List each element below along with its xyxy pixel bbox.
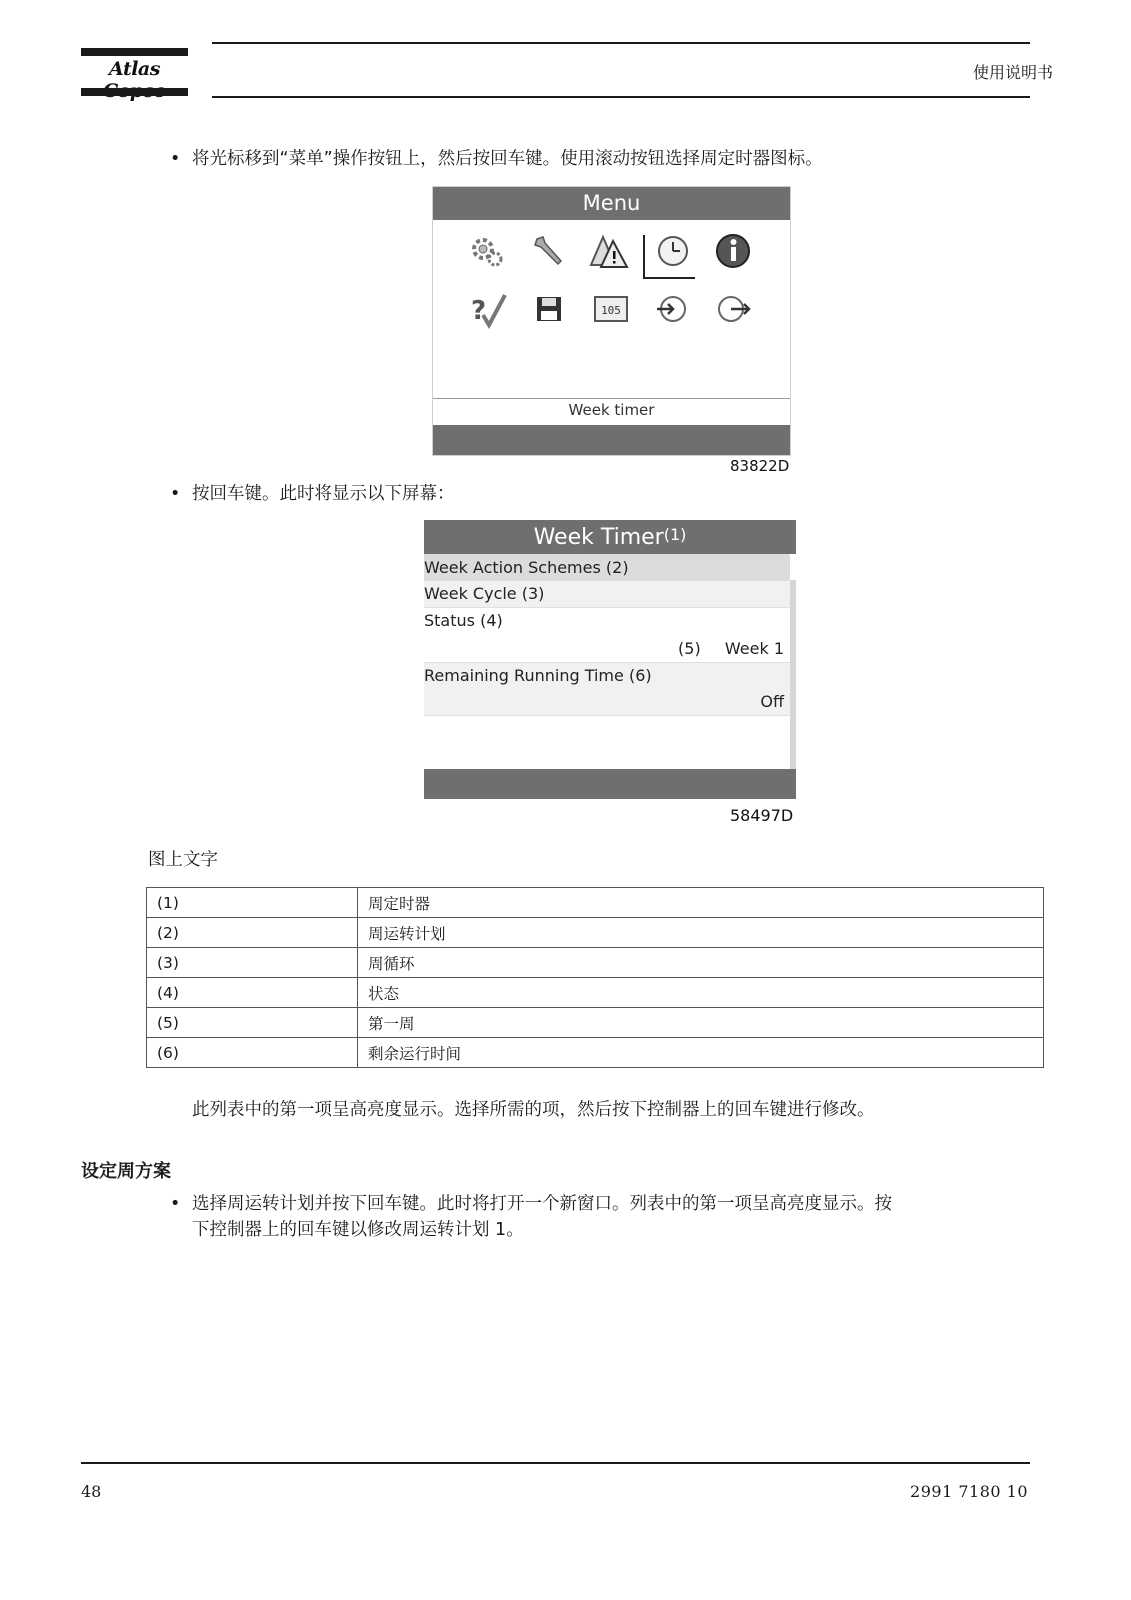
legend-text: 周循环: [358, 948, 1044, 978]
legend-table: [146, 887, 1044, 1068]
list-item-ref: (4): [480, 611, 503, 630]
bullet-item: [170, 1192, 892, 1217]
legend-key: (6): [147, 1038, 358, 1068]
menu-screen: [432, 186, 791, 456]
legend-text: 周定时器: [358, 888, 1044, 918]
list-item-remaining-running-time[interactable]: [424, 663, 790, 716]
list-item-ref: (2): [605, 558, 629, 577]
list-item-label: Status: [424, 611, 475, 630]
menu-selected-label: Week timer: [568, 401, 655, 419]
status-value: Week 1: [724, 639, 784, 658]
scrollbar[interactable]: [790, 580, 796, 770]
document-title: 使用说明书: [972, 63, 1053, 82]
svg-text:?: ?: [471, 296, 487, 326]
status-ref: (5): [678, 639, 701, 658]
remaining-time-value: Off: [760, 692, 784, 711]
wrench-icon: [529, 231, 569, 271]
list-item-ref: (6): [628, 666, 652, 685]
list-item-label: Week Cycle: [424, 584, 517, 603]
list-item-week-cycle[interactable]: [424, 581, 790, 608]
check-icon: [467, 289, 507, 329]
bullet-text: 选择周运转计划并按下回车键。此时将打开一个新窗口。列表中的第一项呈高亮度显示。按: [192, 1194, 892, 1214]
bullet-dot: •: [170, 149, 181, 169]
page-number: 48: [81, 1482, 102, 1501]
table-row: [147, 978, 1044, 1008]
header-rule-top: [212, 42, 1030, 44]
logo: Atlas: [109, 58, 160, 80]
table-row: [147, 888, 1044, 918]
bullet-dot: •: [170, 1194, 181, 1214]
table-row: [147, 948, 1044, 978]
legend-title: 图上文字: [148, 850, 218, 870]
title-ref: (1): [663, 525, 687, 544]
bullet-text-continuation: 下控制器上的回车键以修改周运转计划 1。: [192, 1220, 524, 1240]
selection-cursor: [643, 235, 695, 279]
save-icon: [529, 289, 569, 329]
table-row: [147, 918, 1044, 948]
bullet-text: 按回车键。此时将显示以下屏幕：: [192, 484, 455, 504]
figure-code: 83822D: [730, 457, 790, 475]
section-title: 设定周方案: [81, 1161, 171, 1182]
menu-footer-bar: [433, 425, 790, 455]
list-item-label: Remaining Running Time: [424, 666, 624, 685]
menu-title: Menu: [433, 187, 790, 220]
logout-icon: [713, 289, 753, 329]
svg-text:105: 105: [601, 304, 621, 317]
table-row: [147, 1008, 1044, 1038]
table-row: [147, 1038, 1044, 1068]
logo-bar-top: [81, 48, 188, 56]
bullet-item: [170, 147, 823, 172]
legend-key: (4): [147, 978, 358, 1008]
header-rule-bottom: [212, 96, 1030, 98]
menu-separator: [433, 398, 790, 399]
legend-text: 周运转计划: [358, 918, 1044, 948]
list-item-ref: (3): [521, 584, 545, 603]
legend-key: (2): [147, 918, 358, 948]
bullet-item: [170, 482, 455, 507]
list-item-week-action-schemes[interactable]: [424, 554, 790, 581]
figure-code: 58497D: [730, 806, 794, 825]
warning-icon: [589, 231, 629, 271]
list-item-status[interactable]: [424, 608, 790, 663]
counter-icon: [591, 289, 631, 329]
footer-rule: [81, 1462, 1030, 1464]
legend-text: 第一周: [358, 1008, 1044, 1038]
body-paragraph: 此列表中的第一项呈高亮度显示。选择所需的项，然后按下控制器上的回车键进行修改。: [192, 1100, 875, 1120]
bullet-dot: •: [170, 484, 181, 504]
legend-text: 剩余运行时间: [358, 1038, 1044, 1068]
gears-icon: [467, 231, 507, 271]
legend-text: 状态: [358, 978, 1044, 1008]
bullet-text: 将光标移到“菜单”操作按钮上，然后按回车键。使用滚动按钮选择周定时器图标。: [192, 149, 823, 169]
logo-bar-bottom: [81, 88, 188, 96]
week-timer-title: [424, 520, 796, 554]
title-text: Week Timer: [533, 525, 664, 550]
legend-key: (5): [147, 1008, 358, 1038]
week-timer-footer-bar: [424, 769, 796, 799]
info-icon: [713, 231, 753, 271]
login-icon: [651, 289, 691, 329]
legend-key: (1): [147, 888, 358, 918]
document-number: 2991 7180 10: [910, 1482, 1028, 1501]
list-item-label: Week Action Schemes: [424, 558, 601, 577]
legend-key: (3): [147, 948, 358, 978]
week-timer-screen: [424, 520, 796, 799]
